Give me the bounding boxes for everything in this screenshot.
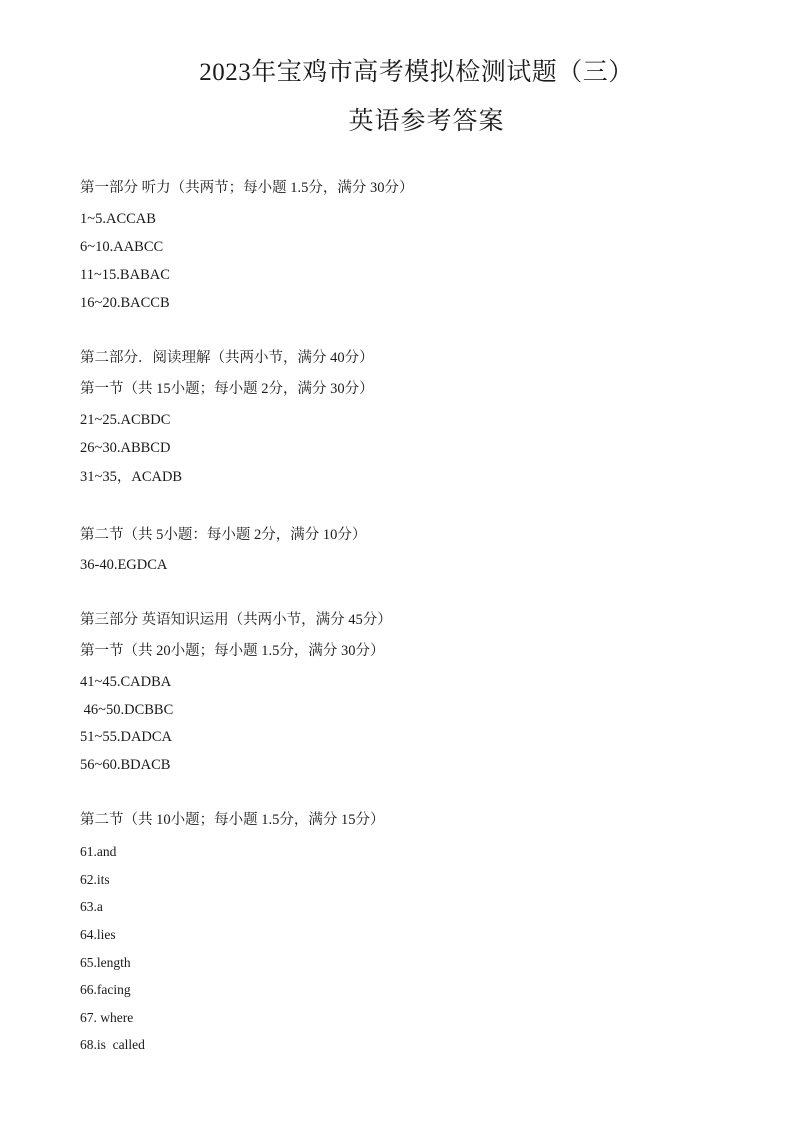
- answer-line: 6~10.AABCC: [80, 239, 164, 255]
- answer-line: 46~50.DCBBC: [80, 702, 174, 718]
- answer-line: 61.and: [80, 844, 117, 859]
- section-heading-usage: 第三部分 英语知识运用（共两小节，满分 45分）: [80, 612, 392, 628]
- subsection-heading: 第一节（共 15小题；每小题 2分，满分 30分）: [80, 381, 374, 397]
- subsection-heading: 第二节（共 5小题：每小题 2分，满分 10分）: [80, 527, 367, 543]
- answer-line: 31~35，ACADB: [80, 469, 183, 485]
- answer-line: 1~5.ACCAB: [80, 211, 156, 227]
- section-heading-listening: 第一部分 听力（共两节；每小题 1.5分，满分 30分）: [80, 180, 414, 196]
- section-heading-reading: 第二部分．阅读理解（共两小节，满分 40分）: [80, 350, 374, 366]
- page-title: 2023年宝鸡市高考模拟检测试题（三）: [199, 59, 634, 86]
- answer-line: 21~25.ACBDC: [80, 412, 171, 428]
- answer-line: 67. where: [80, 1010, 134, 1025]
- answer-line: 66.facing: [80, 982, 131, 997]
- answer-line: 36-40.EGDCA: [80, 557, 168, 573]
- answer-line: 51~55.DADCA: [80, 729, 173, 745]
- answer-line: 41~45.CADBA: [80, 674, 172, 690]
- answer-line: 16~20.BACCB: [80, 295, 170, 311]
- answer-line: 63.a: [80, 899, 103, 914]
- answer-line: 62.its: [80, 872, 110, 887]
- answer-line: 65.length: [80, 955, 131, 970]
- subsection-heading: 第二节（共 10小题；每小题 1.5分，满分 15分）: [80, 812, 385, 828]
- answer-line: 68.is called: [80, 1037, 145, 1052]
- answer-line: 11~15.BABAC: [80, 267, 170, 283]
- subsection-heading: 第一节（共 20小题；每小题 1.5分，满分 30分）: [80, 643, 385, 659]
- page-subtitle: 英语参考答案: [348, 108, 505, 135]
- answer-line: 56~60.BDACB: [80, 757, 171, 773]
- answer-line: 26~30.ABBCD: [80, 440, 171, 456]
- answer-line: 64.lies: [80, 927, 116, 942]
